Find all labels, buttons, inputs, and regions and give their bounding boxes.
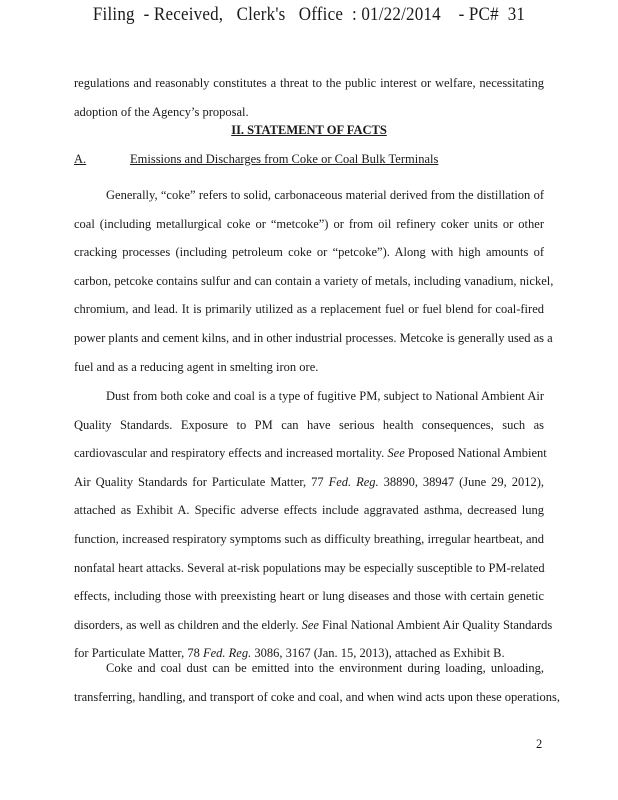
subsection-heading (74, 152, 438, 167)
text-line: Air Quality Standards for Particulate Matter, 77 Fed. Reg. 38890, 38947 (June 29, 2012), (74, 474, 544, 489)
paragraph-coke-definition (74, 181, 554, 381)
text-line: function, increased respiratory symptoms such as difficulty breathing, irregular heartbeat, and (74, 531, 544, 546)
page-number: 2 (536, 737, 543, 751)
text-line: cardiovascular and respiratory effects and increased mortality. See Proposed National Ambient (74, 446, 547, 461)
text-line: Quality Standards. Exposure to PM can have serious health consequences, such as (74, 417, 544, 432)
text-line: Dust from both coke and coal is a type of fugitive PM, subject to National Ambient Air (106, 389, 544, 403)
filing-stamp-header: Filing - Received, Clerk's Office : 01/22/2014 - PC# 31 (92, 3, 526, 25)
citation-signal: See (387, 446, 405, 461)
subsection-label: A. (74, 152, 87, 166)
citation-signal: See (301, 617, 319, 632)
text-line: Generally, “coke” refers to solid, carbonaceous material derived from the distillation of (106, 188, 544, 202)
paragraph-pm-health-effects (74, 382, 553, 668)
text-line: disorders, as well as children and the elderly. See Final National Ambient Air Quality Standards (74, 617, 553, 632)
citation-reporter: Fed. Reg. (202, 646, 252, 661)
text-line: cracking processes (including petroleum coke or “petcoke”). Along with high amounts of (74, 245, 544, 260)
text-line: regulations and reasonably constitutes a threat to the public interest or welfare, necessitating (74, 76, 544, 90)
paragraph-dust-emission (74, 654, 560, 711)
text-line: fuel and as a reducing agent in smelting iron ore. (74, 359, 319, 374)
intro-paragraph (74, 69, 544, 126)
citation-reporter: Fed. Reg. (328, 474, 379, 489)
section-heading: II. STATEMENT OF FACTS (231, 123, 387, 137)
text-line: adoption of the Agency’s proposal. (74, 104, 249, 119)
text-line: power plants and cement kilns, and in other industrial processes. Metcoke is generally used as a (74, 330, 553, 345)
text-line: transferring, handling, and transport of coke and coal, and when wind acts upon these operations, (74, 689, 560, 704)
text-line: nonfatal heart attacks. Several at-risk populations may be especially susceptible to PM-related (74, 560, 545, 575)
text-line: chromium, and lead. It is primarily utilized as a replacement fuel or fuel blend for coal-fired (74, 302, 544, 317)
text-line: carbon, petcoke contains sulfur and can contain a variety of metals, including vanadium, nickel, (74, 273, 554, 288)
text-line: coal (including metallurgical coke or “metcoke”) or from oil refinery coker units or other (74, 216, 544, 231)
text-line: effects, including those with preexisting heart or lung diseases and those with certain genetic (74, 589, 544, 604)
text-line: attached as Exhibit A. Specific adverse effects include aggravated asthma, decreased lung (74, 503, 544, 518)
text-line: Coke and coal dust can be emitted into the environment during loading, unloading, (106, 661, 544, 675)
text-line: for Particulate Matter, 78 Fed. Reg. 3086, 3167 (Jan. 15, 2013), attached as Exhibit B. (74, 646, 505, 661)
subsection-title: Emissions and Discharges from Coke or Coal Bulk Terminals (130, 152, 439, 166)
